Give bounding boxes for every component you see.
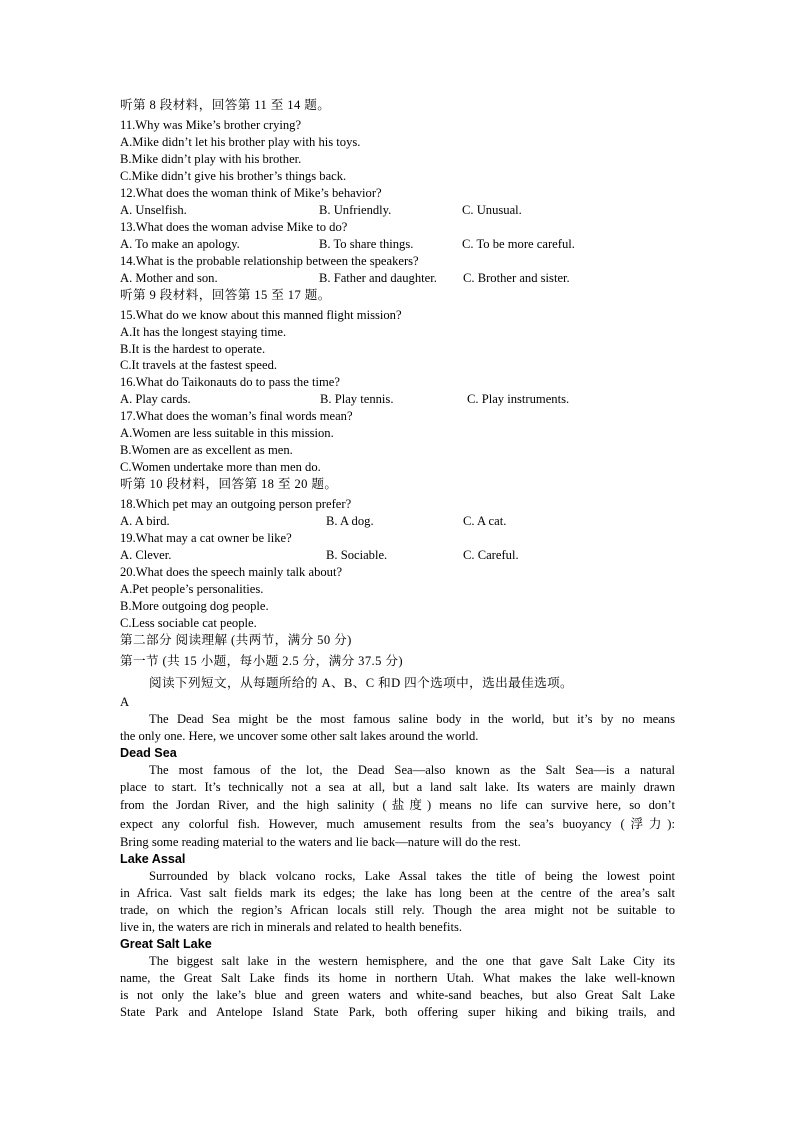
dead-sea-line-3: from the Jordan River, and the high salinity (盐度) means no life can survive here, so don’t bbox=[120, 798, 675, 812]
q13-option-b: B. To share things. bbox=[319, 237, 414, 251]
lake-assal-line-2: in Africa. Vast salt fields mark its edges; the lake has long been at the centre of the area’s salt bbox=[120, 886, 675, 900]
lake-assal-line-4: live in, the waters are rich in minerals and related to health benefits. bbox=[120, 920, 462, 934]
q15-option-c: C.It travels at the fastest speed. bbox=[120, 358, 278, 372]
great-salt-lake-line-1: The biggest salt lake in the western hemisphere, and the one that gave Salt Lake City its bbox=[149, 954, 675, 968]
q13-option-a: A. To make an apology. bbox=[120, 237, 240, 251]
q12-option-a: A. Unselfish. bbox=[120, 203, 187, 217]
dead-sea-line-5: Bring some reading material to the waters and lie back—nature will do the rest. bbox=[120, 835, 521, 849]
q16-stem: 16.What do Taikonauts do to pass the time? bbox=[120, 375, 340, 389]
dead-sea-line-4: expect any colorful fish. However, much amusement results from the sea’s buoyancy (浮力): bbox=[120, 817, 675, 831]
great-salt-lake-heading: Great Salt Lake bbox=[120, 937, 212, 951]
q16-option-c: C. Play instruments. bbox=[467, 392, 570, 406]
dead-sea-heading: Dead Sea bbox=[120, 746, 177, 760]
q18-option-b: B. A dog. bbox=[326, 514, 374, 528]
q17-option-a: A.Women are less suitable in this mission. bbox=[120, 426, 334, 440]
q11-stem: 11.Why was Mike’s brother crying? bbox=[120, 118, 302, 132]
section-9-heading: 听第 9 段材料，回答第 15 至 17 题。 bbox=[120, 288, 331, 302]
q17-option-b: B.Women are as excellent as men. bbox=[120, 443, 293, 457]
great-salt-lake-line-4: State Park and Antelope Island State Park, both offering super hiking and biking trails, and bbox=[120, 1005, 675, 1019]
q15-stem: 15.What do we know about this manned flight mission? bbox=[120, 308, 402, 322]
q20-stem: 20.What does the speech mainly talk about? bbox=[120, 565, 343, 579]
q11-option-c: C.Mike didn’t give his brother’s things back. bbox=[120, 169, 347, 183]
q18-option-a: A. A bird. bbox=[120, 514, 170, 528]
q18-option-c: C. A cat. bbox=[463, 514, 507, 528]
q14-option-c: C. Brother and sister. bbox=[463, 271, 570, 285]
q11-option-b: B.Mike didn’t play with his brother. bbox=[120, 152, 302, 166]
q16-option-a: A. Play cards. bbox=[120, 392, 191, 406]
q11-option-a: A.Mike didn’t let his brother play with his toys. bbox=[120, 135, 361, 149]
dead-sea-line-2: place to start. It’s technically not a sea at all, but a land salt lake. Its waters are mainly drawn bbox=[120, 780, 675, 794]
q18-stem: 18.Which pet may an outgoing person prefer? bbox=[120, 497, 352, 511]
q13-stem: 13.What does the woman advise Mike to do? bbox=[120, 220, 348, 234]
q12-stem: 12.What does the woman think of Mike’s behavior? bbox=[120, 186, 382, 200]
q12-option-c: C. Unusual. bbox=[462, 203, 522, 217]
part2-section1-title: 第一节 (共 15 小题，每小题 2.5 分，满分 37.5 分) bbox=[120, 654, 403, 668]
section-10-heading: 听第 10 段材料，回答第 18 至 20 题。 bbox=[120, 477, 338, 491]
q19-option-c: C. Careful. bbox=[463, 548, 519, 562]
q17-stem: 17.What does the woman’s final words mean? bbox=[120, 409, 353, 423]
q14-option-b: B. Father and daughter. bbox=[319, 271, 437, 285]
reading-instruction: 阅读下列短文，从每题所给的 A、B、C 和D 四个选项中，选出最佳选项。 bbox=[149, 676, 574, 690]
section-8-heading: 听第 8 段材料，回答第 11 至 14 题。 bbox=[120, 98, 331, 112]
q19-option-b: B. Sociable. bbox=[326, 548, 388, 562]
q20-option-b: B.More outgoing dog people. bbox=[120, 599, 269, 613]
q15-option-a: A.It has the longest staying time. bbox=[120, 325, 287, 339]
q14-option-a: A. Mother and son. bbox=[120, 271, 218, 285]
q13-option-c: C. To be more careful. bbox=[462, 237, 575, 251]
q20-option-c: C.Less sociable cat people. bbox=[120, 616, 257, 630]
lake-assal-line-3: trade, on which the region’s African locals still rely. Though the area might not be suitable to bbox=[120, 903, 675, 917]
q15-option-b: B.It is the hardest to operate. bbox=[120, 342, 266, 356]
intro-line-1: The Dead Sea might be the most famous saline body in the world, but it’s by no means bbox=[149, 712, 675, 726]
lake-assal-heading: Lake Assal bbox=[120, 852, 186, 866]
q20-option-a: A.Pet people’s personalities. bbox=[120, 582, 264, 596]
passage-label: A bbox=[120, 695, 130, 709]
great-salt-lake-line-3: is not only the lake’s blue and green waters and white-sand beaches, but also Great Salt Lake bbox=[120, 988, 675, 1002]
dead-sea-line-1: The most famous of the lot, the Dead Sea—also known as the Salt Sea—is a natural bbox=[149, 763, 675, 777]
q19-stem: 19.What may a cat owner be like? bbox=[120, 531, 292, 545]
great-salt-lake-line-2: name, the Great Salt Lake finds its home in northern Utah. What makes the lake well-known bbox=[120, 971, 675, 985]
q14-stem: 14.What is the probable relationship between the speakers? bbox=[120, 254, 419, 268]
q16-option-b: B. Play tennis. bbox=[320, 392, 394, 406]
lake-assal-line-1: Surrounded by black volcano rocks, Lake Assal takes the title of being the lowest point bbox=[149, 869, 675, 883]
intro-line-2: the only one. Here, we uncover some other salt lakes around the world. bbox=[120, 729, 479, 743]
part2-title: 第二部分 阅读理解 (共两节，满分 50 分) bbox=[120, 633, 352, 647]
q19-option-a: A. Clever. bbox=[120, 548, 172, 562]
q17-option-c: C.Women undertake more than men do. bbox=[120, 460, 321, 474]
q12-option-b: B. Unfriendly. bbox=[319, 203, 392, 217]
